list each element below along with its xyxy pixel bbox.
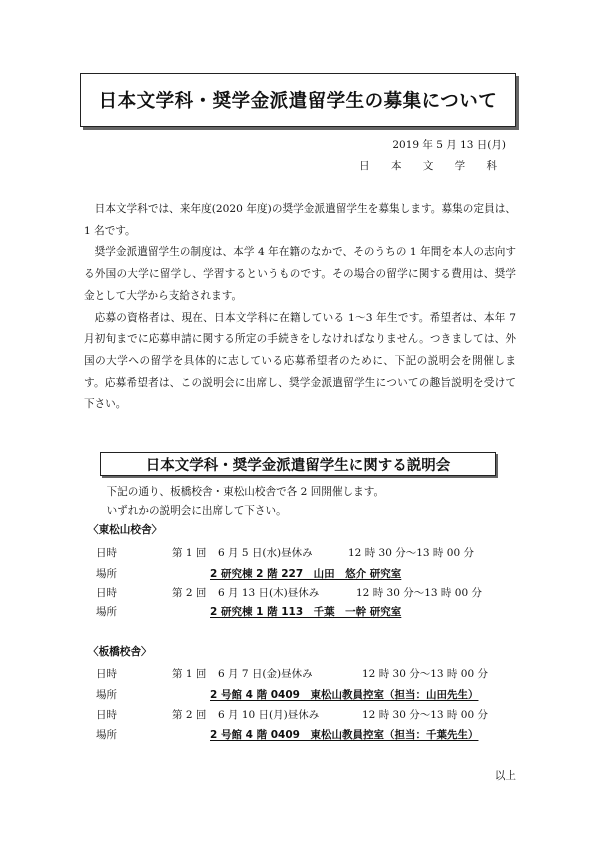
session-place-row — [96, 687, 526, 706]
session-place-row — [96, 604, 526, 623]
session-time: 12 時 30 分〜13 時 00 分 — [362, 709, 488, 721]
paragraph-eligibility: 応募の資格者は、現在、日本文学科に在籍している 1〜3 年生です。希望者は、本年 7 月初旬までに応募申請に関する所定の手続きをしなければなりません。つきましては、外国の大学への留学を具体的に志している応募希望者のために、下記の説明会を開催します。応募希望者は、この説明会に出席し、奨学金派遣留学生についての趣旨説明を受けて下さい。 — [84, 311, 516, 411]
datetime-label: 日時 — [96, 709, 117, 721]
session-datetime-row — [96, 707, 526, 726]
closing-mark: 以上 — [494, 770, 516, 782]
session-place-row — [96, 566, 526, 585]
section-title-box — [100, 452, 496, 476]
department-name: 日 本 文 学 科 — [359, 160, 506, 172]
session-place: 2 研究棟 1 階 113 千葉 一幹 研究室 — [210, 606, 402, 618]
session-datetime-row — [96, 545, 526, 564]
page-title: 日本文学科・奨学金派遣留学生の募集について — [98, 91, 498, 112]
session-date: 6 月 10 日(月)昼休み — [218, 709, 320, 721]
place-label: 場所 — [96, 689, 117, 701]
campus-heading-itabashi: 〈板橋校舎〉 — [88, 646, 152, 658]
session-date: 6 月 7 日(金)昼休み — [218, 668, 313, 680]
section-title: 日本文学科・奨学金派遣留学生に関する説明会 — [145, 457, 451, 474]
paragraph-recruitment: 日本文学科では、来年度(2020 年度)の奨学金派遣留学生を募集します。募集の定員は、1 名です。 — [84, 203, 516, 237]
datetime-label: 日時 — [96, 587, 117, 599]
datetime-label: 日時 — [96, 547, 117, 559]
session-place: 2 研究棟 2 階 227 山田 悠介 研究室 — [210, 568, 402, 580]
intro-line: 下記の通り、板橋校舎・東松山校舎で各 2 回開催します。 — [106, 486, 385, 498]
notice-body — [84, 199, 516, 416]
session-number: 第 2 回 — [172, 587, 207, 599]
session-place: 2 号館 4 階 0409 東松山教員控室（担当：山田先生） — [210, 689, 479, 701]
session-datetime-row — [96, 585, 526, 604]
session-intro — [96, 483, 516, 521]
session-time: 12 時 30 分〜13 時 00 分 — [362, 668, 488, 680]
session-number: 第 2 回 — [172, 709, 207, 721]
place-label: 場所 — [96, 568, 117, 580]
session-number: 第 1 回 — [172, 668, 207, 680]
issue-date: 2019 年 5 月 13 日(月) — [392, 139, 506, 151]
place-label: 場所 — [96, 606, 117, 618]
session-number: 第 1 回 — [172, 547, 207, 559]
session-time: 12 時 30 分〜13 時 00 分 — [356, 587, 482, 599]
session-datetime-row — [96, 666, 526, 685]
title-box — [80, 73, 516, 127]
session-date: 6 月 5 日(水)昼休み — [218, 547, 313, 559]
datetime-label: 日時 — [96, 668, 117, 680]
session-place: 2 号館 4 階 0409 東松山教員控室（担当：千葉先生） — [210, 729, 479, 741]
intro-line: いずれかの説明会に出席して下さい。 — [106, 505, 287, 517]
session-time: 12 時 30 分〜13 時 00 分 — [348, 547, 474, 559]
session-date: 6 月 13 日(木)昼休み — [218, 587, 320, 599]
place-label: 場所 — [96, 729, 117, 741]
session-place-row — [96, 727, 526, 746]
paragraph-system: 奨学金派遣留学生の制度は、本学 4 年在籍のなかで、そのうちの 1 年間を本人の志向する外国の大学に留学し、学習するというものです。その場合の留学に関する費用は、奨学金として大学から支給されます。 — [84, 246, 516, 302]
campus-heading-higashimatsuyama: 〈東松山校舎〉 — [88, 524, 163, 536]
